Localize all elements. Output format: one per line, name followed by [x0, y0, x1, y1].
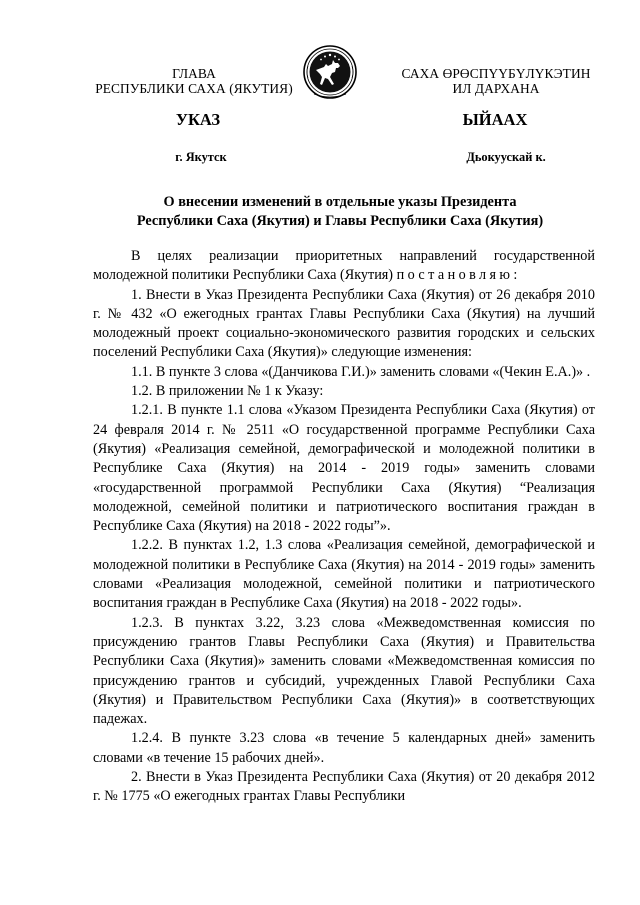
header-left-line1: ГЛАВА — [172, 66, 216, 81]
header-left-line2: РЕСПУБЛИКИ САХА (ЯКУТИЯ) — [95, 81, 293, 96]
decree-title-ru: УКАЗ — [175, 110, 221, 129]
paragraph-1-2-1: 1.2.1. В пункте 1.1 слова «Указом Президента Республики Саха (Якутия) от 24 февраля 2014 г. № 2511 «О государственной программе Республики Саха (Якутия) «Реализация семейной, демографической и молодежной политики в Республике Саха (Якутия) на 2014 - 2019 годы» заменить словами «государственной программой Республики Саха (Якутия) “Реализация молодежной, семейной политики и патриотического воспитания граждан в Республике Саха (Якутия) на 2018 - 2022 годы”». — [93, 402, 595, 535]
preamble-decree-word: постановляю — [396, 267, 514, 284]
document-title-line1: О внесении изменений в отдельные указы Президента — [163, 194, 517, 210]
document-header — [0, 0, 640, 110]
paragraph-1-2-3: 1.2.3. В пунктах 3.22, 3.23 слова «Межведомственная комиссия по присуждению грантов Главы Республики Саха (Якутия) и Правительства Республики Саха (Якутия)» заменить словами «Межведомственная комиссия по присуждению грантов и субсидий, учрежденных Главой Республики Саха (Якутия) и Правительством Республики Саха (Якутия)» в соответствующих падежах. — [93, 614, 595, 728]
preamble-end: : — [513, 267, 518, 284]
header-right-line1: САХА ӨРӨСПҮҮБҮЛҮКЭТИН — [401, 66, 591, 81]
document-title — [100, 193, 580, 231]
header-left-block — [84, 66, 304, 96]
paragraph-1-2-4: 1.2.4. В пункте 3.23 слова «в течение 5 календарных дней» заменить словами «в течение 15 рабочих дней». — [93, 730, 595, 766]
document-title-line2: Республики Саха (Якутия) и Главы Республики Саха (Якутия) — [136, 213, 544, 229]
document-body — [93, 247, 595, 807]
coat-of-arms-icon — [302, 44, 358, 100]
paragraph-1-2-2: 1.2.2. В пунктах 1.2, 1.3 слова «Реализация семейной, демографической и молодежной политики в Республике Саха (Якутия) на 2014 - 2019 годы» заменить словами «Реализация молодежной, семейной политики и патриотического воспитания граждан в Республике Саха (Якутия) на 2018 - 2022 годы». — [93, 537, 595, 612]
paragraph-2: 2. Внести в Указ Президента Республики Саха (Якутия) от 20 декабря 2012 г. № 1775 «О ежегодных грантах Главы Республики — [93, 769, 595, 805]
city-ru: г. Якутск — [175, 150, 227, 164]
preamble-text: В целях реализации приоритетных направлений государственной молодежной политики Республики Саха (Якутия) — [93, 248, 595, 284]
decree-title-sah: ЫЙААХ — [462, 110, 528, 129]
paragraph-preamble — [93, 247, 595, 286]
header-right-line2: ИЛ ДАРХАНА — [452, 81, 540, 96]
paragraph-1: 1. Внести в Указ Президента Республики Саха (Якутия) от 26 декабря 2010 г. № 432 «О ежегодных грантах Главы Республики Саха (Якутия) на лучший молодежный проект социально-экономического развития городских и сельских поселений Республики Саха (Якутия)» следующие изменения: — [93, 286, 595, 361]
city-sah: Дьокуускай к. — [466, 150, 546, 164]
paragraph-1-1: 1.1. В пункте 3 слова «(Данчикова Г.И.)» заменить словами «(Чекин Е.А.)» . — [131, 363, 591, 380]
paragraph-1-2: 1.2. В приложении № 1 к Указу: — [131, 383, 324, 400]
header-right-block — [378, 66, 614, 96]
